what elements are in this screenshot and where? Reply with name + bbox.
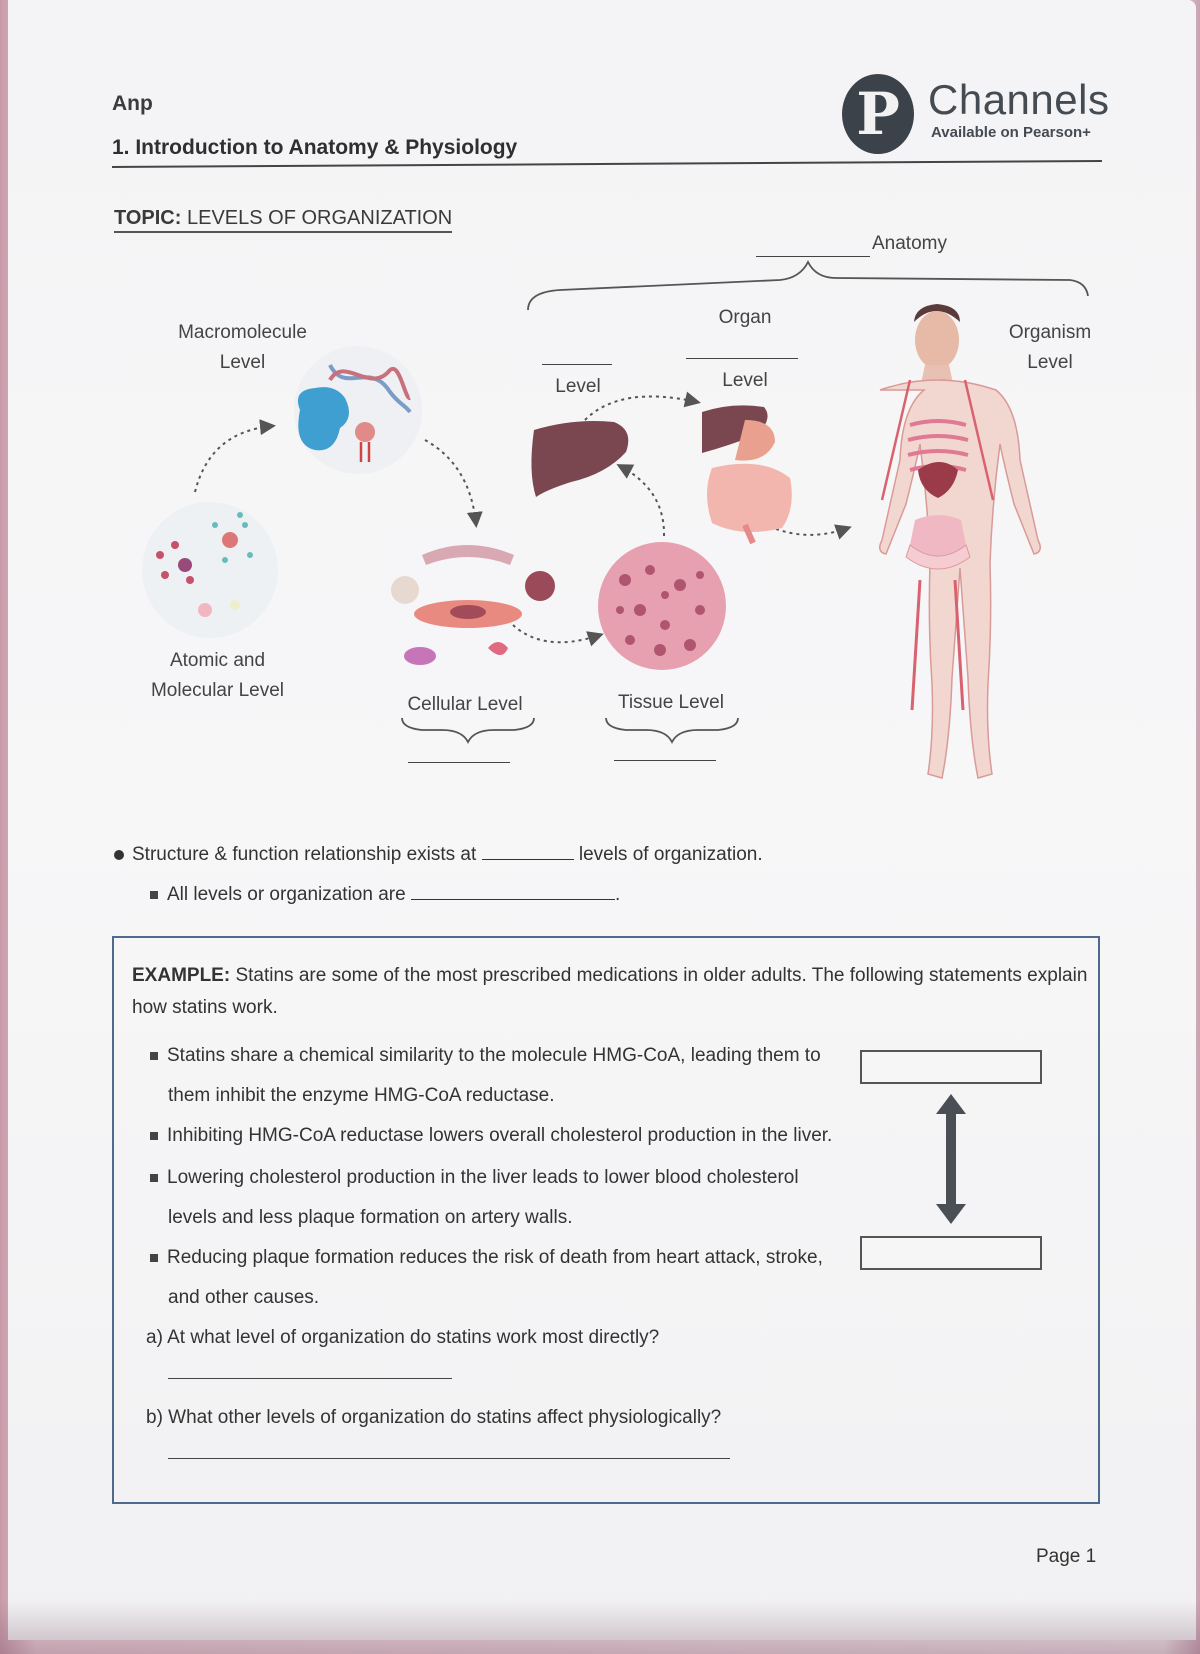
answer-b-blank[interactable] <box>168 1458 730 1459</box>
statement-1-start: Structure & function relationship exists at <box>132 844 477 865</box>
answer-box-bottom[interactable] <box>860 1236 1042 1270</box>
tissue-blank[interactable] <box>614 760 716 761</box>
question-b: b) What other levels of organization do statins affect physiologically? <box>146 1407 722 1428</box>
organ-label: Organ <box>718 307 772 328</box>
arrow-macro-to-cell <box>425 440 476 524</box>
cellular-label: Cellular Level <box>407 694 523 715</box>
bullet-dot-icon <box>114 850 124 860</box>
example-item-2-line-1: Inhibiting HMG-CoA reductase lowers overall cholesterol production in the liver. <box>167 1125 833 1146</box>
statement-2-blank[interactable] <box>411 899 615 900</box>
page-bottom-shadow <box>0 1600 1200 1654</box>
example-item-2 <box>150 1116 850 1156</box>
chapter-title: 1. Introduction to Anatomy & Physiology <box>112 136 518 159</box>
bullet-square-icon <box>150 1254 158 1262</box>
tissue-brace <box>606 718 738 742</box>
atomic-label-2: Molecular Level <box>150 680 285 701</box>
arrow-cell-to-tissue <box>508 620 600 642</box>
tissue-label: Tissue Level <box>618 692 724 713</box>
example-item-3-line-1: Lowering cholesterol production in the liver leads to lower blood cholesterol <box>167 1167 799 1188</box>
example-item-1-line-2: them inhibit the enzyme HMG-CoA reductase. <box>168 1085 555 1106</box>
example-item-4-line-2: and other causes. <box>168 1287 320 1308</box>
cells-icon <box>391 545 555 665</box>
brand-subtitle: Available on Pearson+ <box>931 124 1091 141</box>
liver-icon <box>531 421 628 497</box>
level-left-blank[interactable] <box>542 364 612 365</box>
answer-a-blank[interactable] <box>168 1378 452 1379</box>
example-item-1 <box>150 1036 850 1116</box>
example-intro <box>132 960 1092 1024</box>
organism-label-1: Organism <box>1008 322 1092 343</box>
bullet-square-icon <box>150 1132 158 1140</box>
organ-blank[interactable] <box>686 358 798 359</box>
example-item-1-line-1: Statins share a chemical similarity to the molecule HMG-CoA, leading them to <box>167 1045 821 1066</box>
arrow-atomic-to-macro <box>195 426 272 492</box>
example-item-3-line-2: levels and less plaque formation on artery walls. <box>168 1207 573 1228</box>
anatomy-label: Anatomy <box>872 233 947 254</box>
atomic-circle <box>142 502 278 638</box>
answer-box-top[interactable] <box>860 1050 1042 1084</box>
anatomy-brace <box>528 262 1088 310</box>
statement-2 <box>150 884 620 906</box>
pearson-logo-icon: P <box>842 74 914 154</box>
course-name: Anp <box>112 92 153 115</box>
topic-title: LEVELS OF ORGANIZATION <box>186 207 453 229</box>
anatomy-blank[interactable] <box>756 256 870 257</box>
arrow-tissue-to-liver <box>620 466 664 536</box>
macromolecule-label-2: Level <box>219 352 266 373</box>
example-item-4 <box>150 1238 850 1318</box>
statement-2-start: All levels or organization are <box>167 884 406 905</box>
bullet-square-icon <box>150 1052 158 1060</box>
statement-1 <box>114 844 763 866</box>
cellular-blank[interactable] <box>408 762 510 763</box>
topic-prefix: TOPIC: <box>114 207 182 229</box>
question-a: a) At what level of organization do statins work most directly? <box>146 1327 660 1348</box>
atomic-label-1: Atomic and <box>169 650 266 671</box>
level-left-label: Level <box>555 376 601 397</box>
example-item-3 <box>150 1158 850 1238</box>
statement-1-end: levels of organization. <box>578 844 763 865</box>
statement-1-blank[interactable] <box>482 859 574 860</box>
macromolecule-label-1: Macromolecule <box>178 322 307 343</box>
digestive-organs-icon <box>702 405 792 543</box>
bullet-square-icon <box>150 891 158 899</box>
brand-name: Channels <box>928 76 1110 123</box>
organism-label-2: Level <box>1027 352 1073 373</box>
organ-level-label: Level <box>722 370 768 391</box>
page-number: Page 1 <box>1036 1546 1097 1567</box>
cellular-brace <box>402 718 534 742</box>
example-item-4-line-1: Reducing plaque formation reduces the risk of death from heart attack, stroke, <box>167 1247 823 1268</box>
example-intro-2: how statins work. <box>132 997 278 1018</box>
statement-2-end: . <box>614 884 621 905</box>
example-intro-1: Statins are some of the most prescribed medications in older adults. The following statements explain <box>235 965 1088 986</box>
bottom-braces <box>396 716 746 766</box>
double-arrow-icon <box>926 1090 976 1228</box>
example-label: EXAMPLE: <box>132 965 231 986</box>
bullet-square-icon <box>150 1174 158 1182</box>
